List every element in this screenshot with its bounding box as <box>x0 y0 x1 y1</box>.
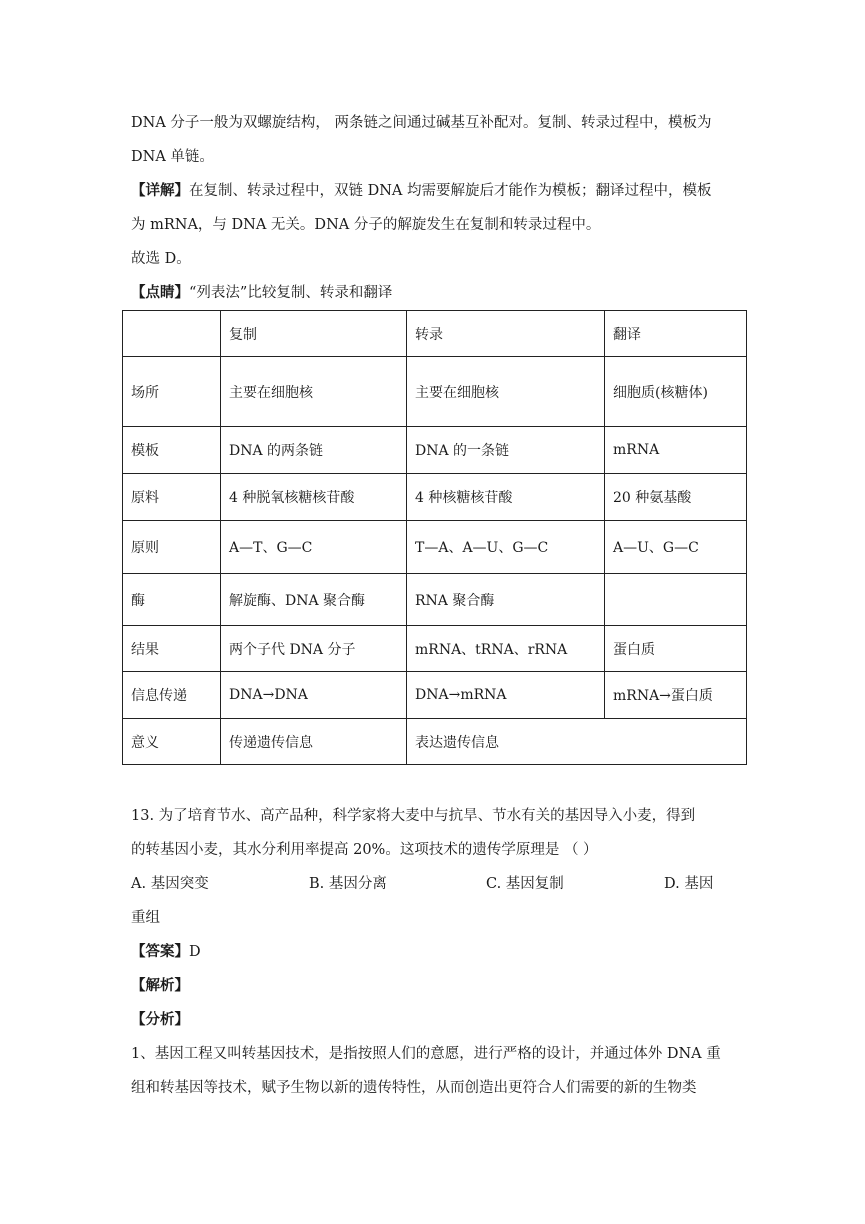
paragraph-line-1: 1、基因工程又叫转基因技术，是指按照人们的意愿，进行严格的设计，并通过体外 DNA 重 <box>131 1046 721 1062</box>
table-cell: 主要在细胞核 <box>407 357 605 427</box>
table-cell: 结果 <box>123 626 221 672</box>
tip-line <box>131 283 392 303</box>
table-cell: 传递遗传信息 <box>221 719 407 765</box>
table-cell: mRNA→蛋白质 <box>605 672 747 719</box>
table-cell: 场所 <box>123 357 221 427</box>
paragraph-line-2: 组和转基因等技术，赋予生物以新的遗传特性，从而创造出更符合人们需要的新的生物类 <box>131 1080 697 1096</box>
table-cell: 4 种脱氧核糖核苷酸 <box>221 474 407 521</box>
table-row <box>123 626 747 672</box>
table-cell: mRNA <box>605 427 747 474</box>
table-cell: 酶 <box>123 574 221 626</box>
table-row <box>123 672 747 719</box>
table-row <box>123 719 747 765</box>
table-cell: 蛋白质 <box>605 626 747 672</box>
table-cell: mRNA、tRNA、rRNA <box>407 626 605 672</box>
table-cell-merged: 表达遗传信息 <box>407 719 747 765</box>
tip-text: “列表法”比较复制、转录和翻译 <box>189 285 393 301</box>
answer-tag: 【答案】 <box>131 943 189 960</box>
table-row <box>123 521 747 574</box>
table-cell: A—U、G—C <box>605 521 747 574</box>
detail-tag: 【详解】 <box>131 182 189 199</box>
table-cell: 意义 <box>123 719 221 765</box>
table-cell: 原料 <box>123 474 221 521</box>
table-header-cell: 翻译 <box>605 311 747 357</box>
table-cell: A—T、G—C <box>221 521 407 574</box>
table-cell: 4 种核糖核苷酸 <box>407 474 605 521</box>
option-a: A. 基因突变 <box>131 876 209 892</box>
table-cell: DNA→DNA <box>221 672 407 719</box>
option-b: B. 基因分离 <box>309 876 387 892</box>
table-cell <box>605 574 747 626</box>
table-cell: 原则 <box>123 521 221 574</box>
table-header-cell: 复制 <box>221 311 407 357</box>
question-line-1: 13. 为了培育节水、高产品种，科学家将大麦中与抗旱、节水有关的基因导入小麦，得到 <box>131 808 696 824</box>
table-row <box>123 427 747 474</box>
table-cell: 20 种氨基酸 <box>605 474 747 521</box>
table-cell: DNA 的一条链 <box>407 427 605 474</box>
answer-line <box>131 942 201 962</box>
table-cell: 主要在细胞核 <box>221 357 407 427</box>
question-line-2: 的转基因小麦，其水分利用率提高 20%。这项技术的遗传学原理是 （ ） <box>131 842 598 858</box>
table-cell: RNA 聚合酶 <box>407 574 605 626</box>
option-c: C. 基因复制 <box>486 876 564 892</box>
table-header-cell: 转录 <box>407 311 605 357</box>
detail-text: 在复制、转录过程中，双链 DNA 均需要解旋后才能作为模板；翻译过程中，模板 <box>189 183 712 199</box>
fenxi-tag: 【分析】 <box>131 1011 189 1028</box>
choice-line: 故选 D。 <box>131 251 191 267</box>
table-cell: 模板 <box>123 427 221 474</box>
detail-line-2: 为 mRNA，与 DNA 无关。DNA 分子的解旋发生在复制和转录过程中。 <box>131 217 601 233</box>
table-row <box>123 574 747 626</box>
comparison-table <box>122 310 747 765</box>
option-d: D. 基因 <box>664 876 714 892</box>
table-cell: 两个子代 DNA 分子 <box>221 626 407 672</box>
table-header-row <box>123 311 747 357</box>
table-cell: DNA 的两条链 <box>221 427 407 474</box>
table-row <box>123 357 747 427</box>
table-cell: T—A、A—U、G—C <box>407 521 605 574</box>
intro-line-2: DNA 单链。 <box>131 149 214 165</box>
tip-tag: 【点睛】 <box>131 284 189 301</box>
detail-line-1 <box>131 181 712 201</box>
table-cell: DNA→mRNA <box>407 672 605 719</box>
table-cell: 细胞质(核糖体) <box>605 357 747 427</box>
table-header-cell <box>123 311 221 357</box>
intro-line-1: DNA 分子一般为双螺旋结构， 两条链之间通过碱基互补配对。复制、转录过程中，模板为 <box>131 115 712 131</box>
option-d-continued: 重组 <box>131 910 160 926</box>
table-row <box>123 474 747 521</box>
analysis-tag: 【解析】 <box>131 977 189 994</box>
table-cell: 信息传递 <box>123 672 221 719</box>
table-cell: 解旋酶、DNA 聚合酶 <box>221 574 407 626</box>
answer-value: D <box>189 944 201 960</box>
